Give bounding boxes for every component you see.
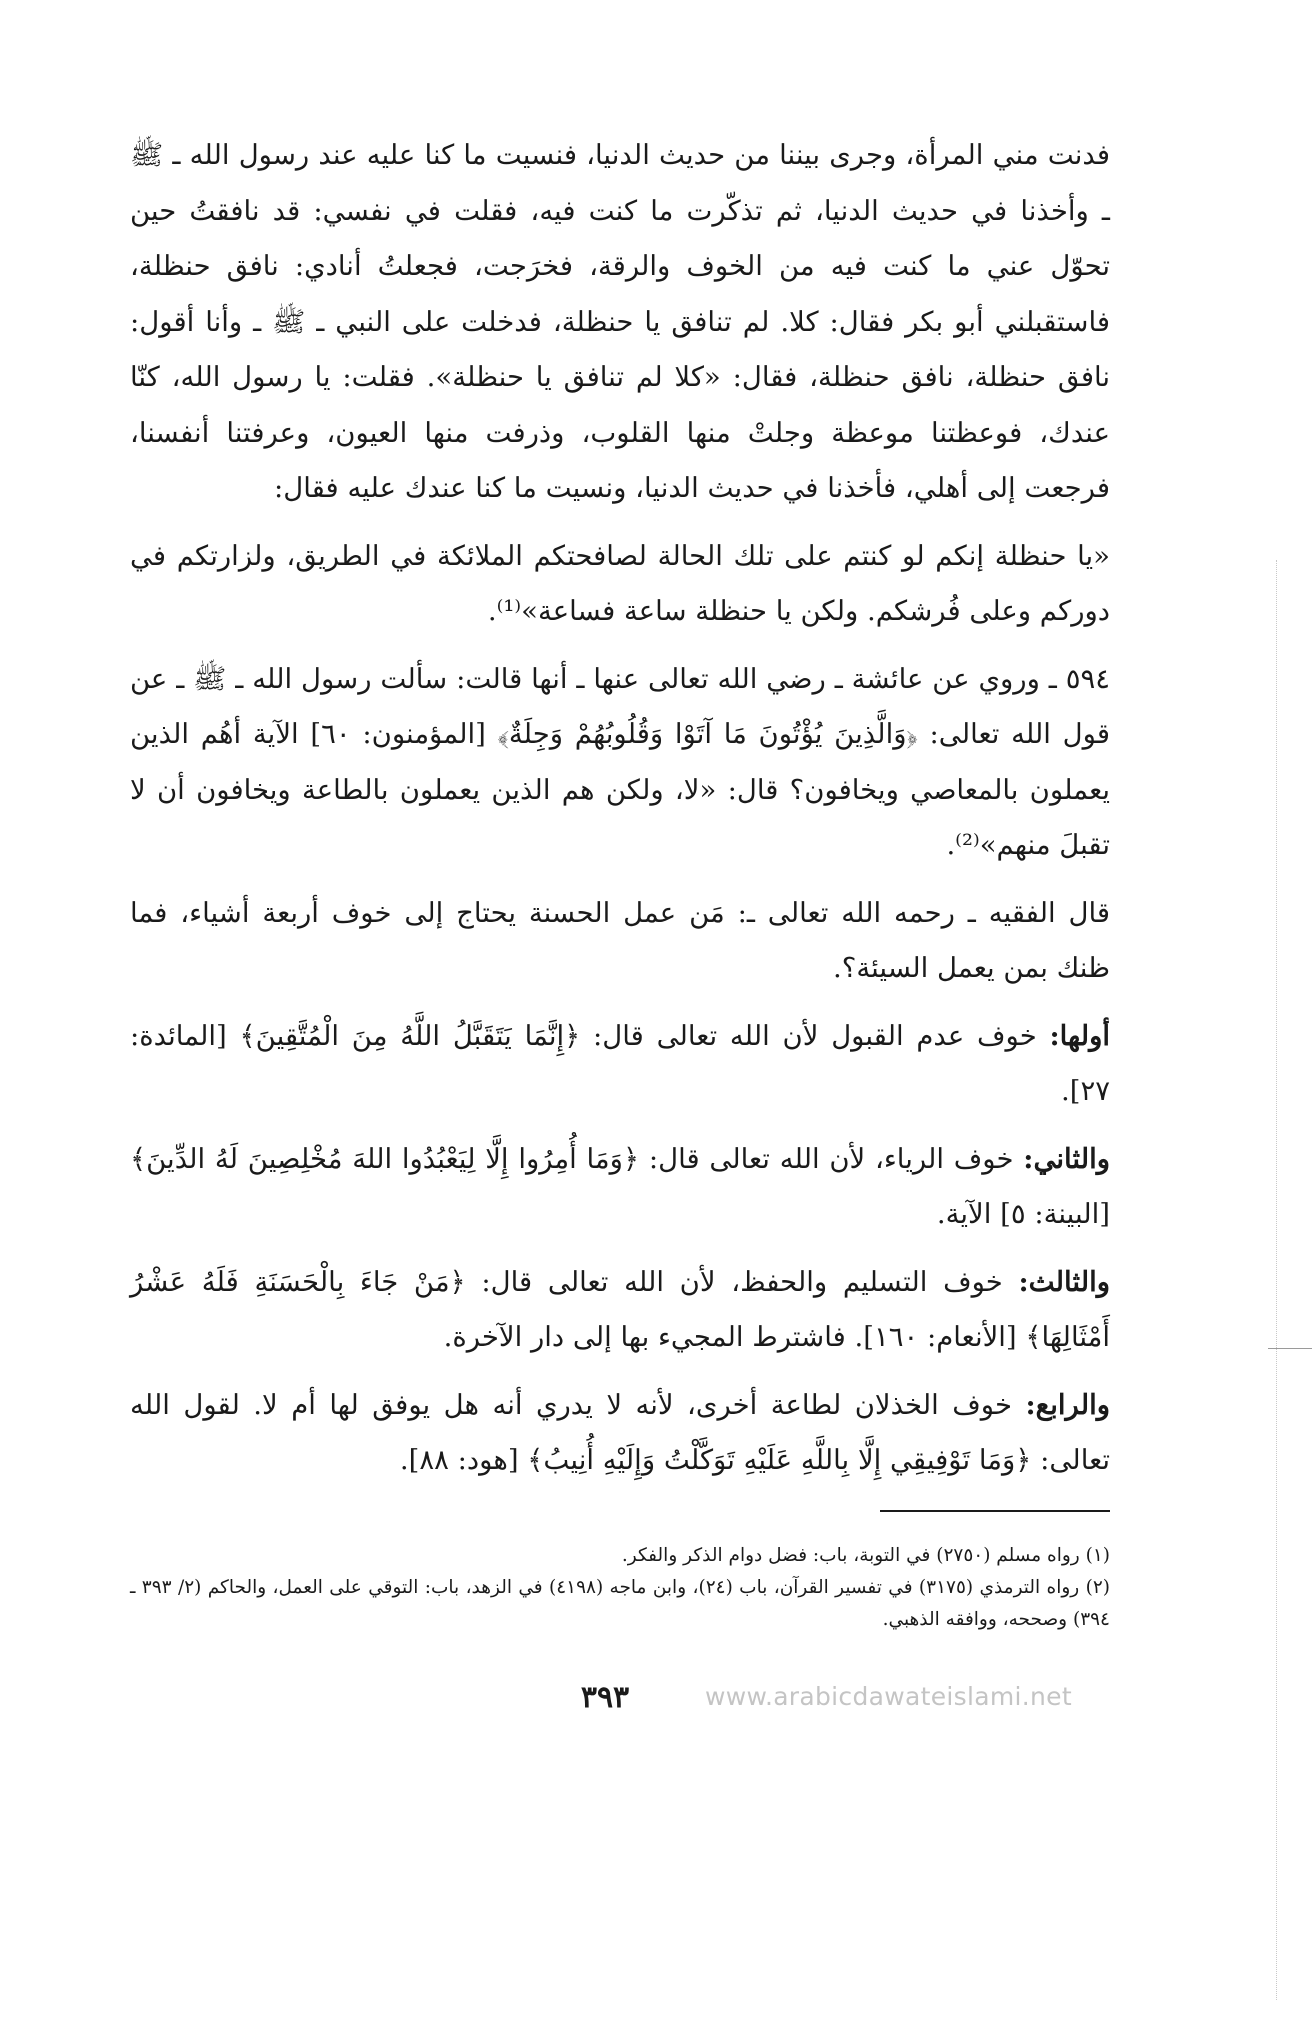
paragraph-first-fear [130, 1009, 1110, 1120]
fourth-fear-label: والرابع: [1025, 1388, 1110, 1421]
footnote-2: (٢) رواه الترمذي (٣١٧٥) في تفسير القرآن، باب (٢٤)، وابن ماجه (٤١٩٨) في الزهد، باب: التوقي على العمل، والحاكم (٢/ ٣٩٣ ـ ٣٩٤) وصححه، ووافقه الذهبي. [130, 1577, 1110, 1630]
third-fear-label: والثالث: [1018, 1265, 1110, 1298]
main-text [130, 128, 1110, 1489]
paragraph-third-fear [130, 1255, 1110, 1366]
watermark-url: www.arabicdawateislami.net [705, 1682, 1072, 1711]
fourth-fear-text: خوف الخذلان لطاعة أخرى، لأنه لا يدري أنه هل يوفق لها أم لا. لقول الله تعالى: ﴿وَمَا تَوْفِيقِي إِلَّا بِاللَّهِ عَلَيْهِ تَوَكَّلْتُ وَإِلَيْهِ أُنِيبُ﴾ [هود: ٨٨]. [130, 1388, 1110, 1476]
paragraph-faqih-statement: قال الفقيه ـ رحمه الله تعالى ـ: مَن عمل الحسنة يحتاج إلى خوف أربعة أشياء، فما ظنك بمن يعمل السيئة؟. [130, 896, 1110, 984]
second-fear-text: خوف الرياء، لأن الله تعالى قال: ﴿وَمَا أُمِرُوا إِلَّا لِيَعْبُدُوا اللهَ مُخْلِصِينَ لَهُ الدِّينَ﴾ [البينة: ٥] الآية. [130, 1142, 1110, 1230]
page-edge-line [1276, 560, 1277, 2000]
paragraph-fourth-fear [130, 1378, 1110, 1489]
paragraph-hadith-594: ٥٩٤ ـ وروي عن عائشة ـ رضي الله تعالى عنها ـ أنها قالت: سألت رسول الله ـ ﷺ ـ عن قول الله تعالى: ﴿وَالَّذِينَ يُؤْتُونَ مَا آتَوْا وَقُلُوبُهُمْ وَجِلَةٌ﴾ [المؤمنون: ٦٠] الآية أهُم الذين يعملون بالمعاصي ويخافون؟ قال: «لا، ولكن هم الذين يعملون بالطاعة ويخافون أن لا تقبلَ منهم»⁽²⁾. [130, 662, 1110, 861]
paragraph-second-fear [130, 1132, 1110, 1243]
paragraph-hanzala-story: فدنت مني المرأة، وجرى بيننا من حديث الدنيا، فنسيت ما كنا عليه عند رسول الله ـ ﷺ ـ وأخذنا في حديث الدنيا، ثم تذكّرت ما كنت فيه، فقلت في نفسي: قد نافقتُ حين تحوّل عني ما كنت فيه من الخوف والرقة، فخرَجت، فجعلتُ أنادي: نافق حنظلة، فاستقبلني أبو بكر فقال: كلا. لم تنافق يا حنظلة، فدخلت على النبي ـ ﷺ ـ وأنا أقول: نافق حنظلة، نافق حنظلة، فقال: «كلا لم تنافق يا حنظلة». فقلت: يا رسول الله، كنّا عندك، فوعظتنا موعظة وجلتْ منها القلوب، وذرفت منها العيون، وعرفتنا أنفسنا، فرجعت إلى أهلي، فأخذنا في حديث الدنيا، ونسيت ما كنا عندك عليه فقال: [130, 139, 1110, 504]
footnote-separator [880, 1510, 1110, 1512]
paragraph-hadith-quote: «يا حنظلة إنكم لو كنتم على تلك الحالة لصافحتكم الملائكة في الطريق، ولزارتكم في دوركم وعلى فُرشكم. ولكن يا حنظلة ساعة فساعة»⁽¹⁾. [130, 539, 1110, 627]
first-fear-text: خوف عدم القبول لأن الله تعالى قال: ﴿إِنَّمَا يَتَقَبَّلُ اللَّهُ مِنَ الْمُتَّقِينَ﴾ [المائدة: ٢٧]. [130, 1019, 1110, 1107]
footnotes [130, 1540, 1110, 1636]
first-fear-label: أولها: [1049, 1019, 1110, 1052]
second-fear-label: والثاني: [1023, 1142, 1110, 1175]
page-number: ٣٩٣ [580, 1680, 630, 1715]
footnote-1: (١) رواه مسلم (٢٧٥٠) في التوبة، باب: فضل دوام الذكر والفكر. [621, 1545, 1110, 1566]
third-fear-text: خوف التسليم والحفظ، لأن الله تعالى قال: ﴿مَنْ جَاءَ بِالْحَسَنَةِ فَلَهُ عَشْرُ أَمْثَالِهَا﴾ [الأنعام: ١٦٠]. فاشترط المجيء بها إلى دار الآخرة. [130, 1265, 1110, 1353]
page-edge-tick [1268, 1348, 1312, 1349]
